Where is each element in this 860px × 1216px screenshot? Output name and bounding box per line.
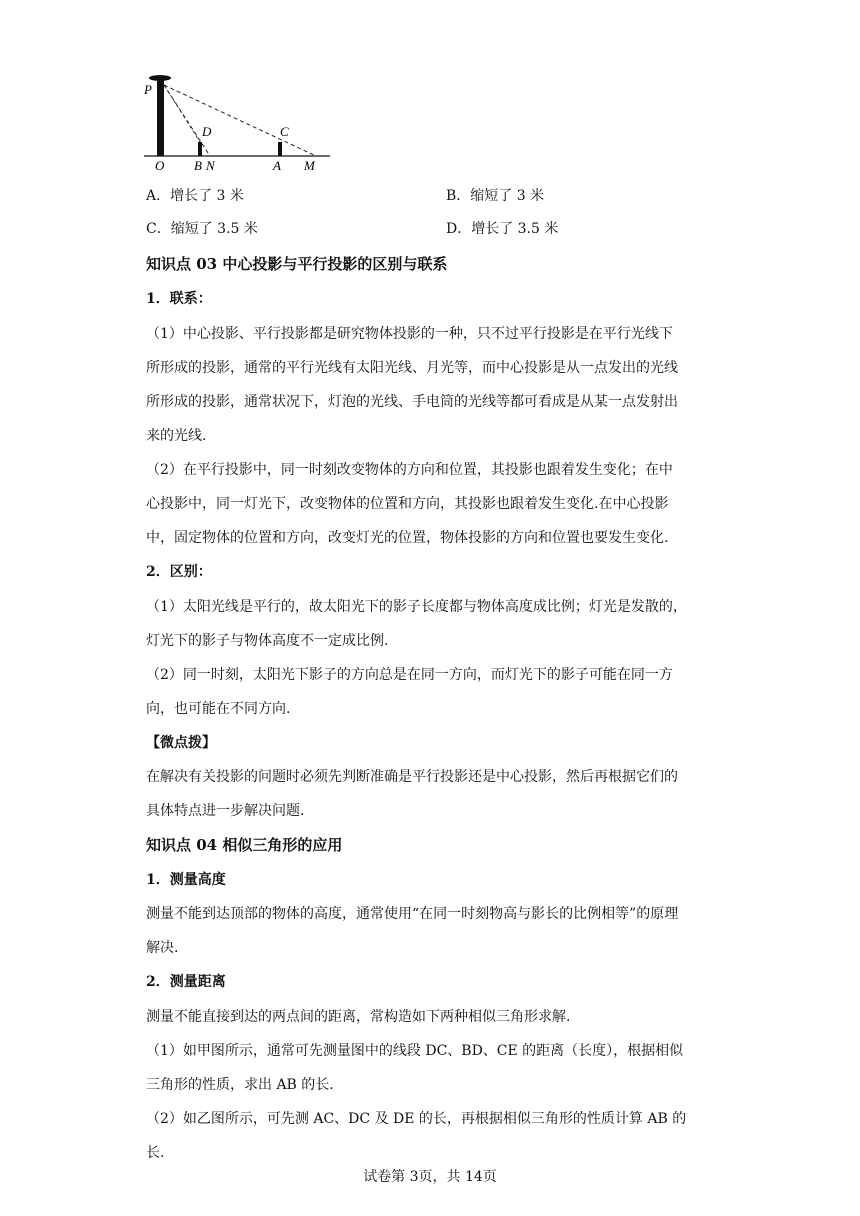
- subheading-distance: 2．测量距离: [146, 974, 226, 990]
- paragraph-line: 灯光下的影子与物体高度不一定成比例.: [146, 633, 389, 649]
- paragraph-line: 向，也可能在不同方向.: [146, 701, 291, 717]
- section-title-03: 知识点 03 中心投影与平行投影的区别与联系: [146, 255, 448, 273]
- person-ac: [278, 142, 282, 156]
- subheading-lianxi: 1．联系：: [146, 291, 212, 307]
- page-footer: 试卷第 3页，共 14页: [363, 1169, 497, 1185]
- option-c: C．缩短了 3.5 米: [146, 221, 258, 237]
- lamp-head: [149, 75, 171, 81]
- label-a: A: [273, 158, 281, 173]
- subheading-qubie: 2．区别：: [146, 564, 212, 580]
- paragraph-line: 长.: [146, 1145, 165, 1161]
- paragraph-line: 测量不能直接到达的两点间的距离，常构造如下两种相似三角形求解.: [146, 1009, 571, 1025]
- paragraph-line: 心投影中，同一灯光下，改变物体的位置和方向，其投影也跟着发生变化.在中心投影: [146, 496, 669, 512]
- label-b: B: [194, 158, 202, 173]
- paragraph-line: （1）太阳光线是平行的，故太阳光下的影子长度都与物体高度成比例；灯光是发散的，: [146, 599, 687, 615]
- tip-heading: 【微点拨】: [146, 735, 216, 751]
- person-bd: [198, 142, 202, 156]
- section-title-04: 知识点 04 相似三角形的应用: [146, 836, 343, 854]
- paragraph-line: 所形成的投影，通常的平行光线有太阳光线、月光等，而中心投影是从一点发出的光线: [146, 360, 678, 376]
- option-b: B．缩短了 3 米: [446, 188, 545, 204]
- label-n: N: [206, 158, 215, 173]
- paragraph-line: （1）如甲图所示，通常可先测量图中的线段 DC、BD、CE 的距离（长度），根据相似: [146, 1043, 684, 1059]
- label-c: C: [280, 124, 289, 139]
- paragraph-line: 三角形的性质，求出 AB 的长.: [146, 1077, 334, 1093]
- paragraph-line: 在解决有关投影的问题时必须先判断准确是平行投影还是中心投影，然后再根据它们的: [146, 769, 678, 785]
- label-o: O: [155, 158, 165, 173]
- paragraph-line: 中，固定物体的位置和方向，改变灯光的位置，物体投影的方向和位置也要发生变化.: [146, 530, 669, 546]
- paragraph-line: （2）在平行投影中，同一时刻改变物体的方向和位置，其投影也跟着发生变化；在中: [146, 462, 673, 478]
- subheading-height: 1．测量高度: [146, 872, 226, 888]
- paragraph-line: （2）如乙图所示，可先测 AC、DC 及 DE 的长，再根据相似三角形的性质计算 AB 的: [146, 1111, 687, 1127]
- label-m: M: [304, 158, 315, 173]
- label-p: P: [144, 82, 152, 97]
- option-a: A．增长了 3 米: [146, 188, 244, 204]
- shadow-geometry-figure: [140, 70, 340, 178]
- paragraph-line: 解决.: [146, 940, 179, 956]
- paragraph-line: 具体特点进一步解决问题.: [146, 803, 305, 819]
- lamp-post: [157, 80, 164, 156]
- paragraph-line: 测量不能到达顶部的物体的高度，通常使用“在同一时刻物高与影长的比例相等”的原理: [146, 906, 679, 922]
- paragraph-line: （1）中心投影、平行投影都是研究物体投影的一种，只不过平行投影是在平行光线下: [146, 326, 673, 342]
- paragraph-line: （2）同一时刻，太阳光下影子的方向总是在同一方向，而灯光下的影子可能在同一方: [146, 667, 673, 683]
- paragraph-line: 来的光线.: [146, 428, 207, 444]
- label-d: D: [202, 124, 212, 139]
- option-d: D．增长了 3.5 米: [446, 221, 559, 237]
- paragraph-line: 所形成的投影，通常状况下，灯泡的光线、手电筒的光线等都可看成是从某一点发射出: [146, 394, 678, 410]
